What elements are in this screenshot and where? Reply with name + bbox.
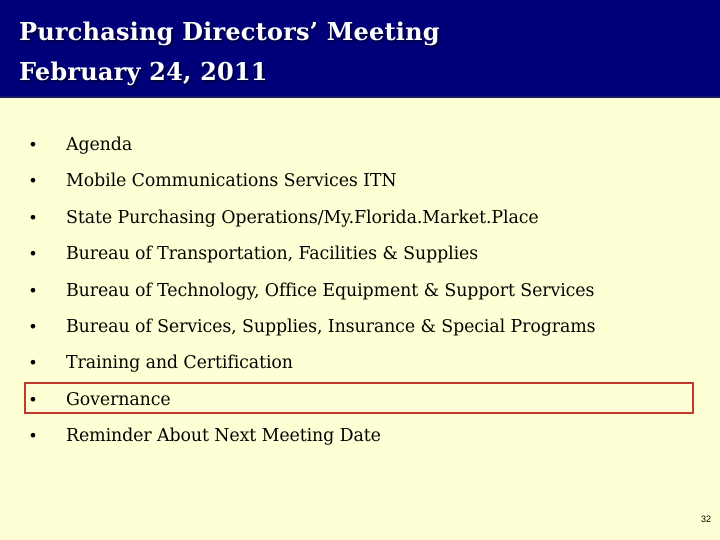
bullet-icon: • — [28, 389, 38, 409]
list-item — [0, 272, 720, 308]
list-item-text: Governance — [66, 389, 171, 410]
bullet-icon: • — [28, 316, 38, 336]
list-item-text: State Purchasing Operations/My.Florida.Market.Place — [66, 207, 539, 228]
list-item — [0, 344, 720, 380]
list-item-text: Bureau of Transportation, Facilities & Supplies — [66, 244, 479, 265]
list-item-text: Agenda — [66, 135, 133, 155]
list-item-text: Bureau of Technology, Office Equipment & Support Services — [66, 280, 595, 301]
bullet-icon: • — [28, 244, 38, 264]
page-number: 32 — [700, 514, 711, 524]
bullet-icon: • — [28, 207, 38, 227]
list-item-text: Reminder About Next Meeting Date — [66, 426, 381, 447]
bullet-icon: • — [28, 171, 38, 191]
highlight-box — [24, 382, 694, 414]
list-item-text: Mobile Communications Services ITN — [66, 171, 397, 192]
list-item — [0, 235, 720, 271]
bullet-icon: • — [28, 353, 38, 373]
title-line-1: Purchasing Directors’ Meeting — [19, 17, 440, 46]
list-item — [0, 308, 720, 344]
list-item — [0, 126, 720, 162]
list-item-text: Bureau of Services, Supplies, Insurance & Special Programs — [66, 316, 596, 337]
title-line-2: February 24, 2011 — [19, 57, 268, 86]
bullet-icon: • — [28, 280, 38, 300]
list-item-text: Training and Certification — [66, 353, 293, 374]
title-bar — [0, 0, 720, 98]
list-item — [0, 199, 720, 235]
list-item — [0, 162, 720, 198]
bullet-icon: • — [28, 426, 38, 446]
bullet-icon: • — [28, 135, 38, 154]
list-item — [0, 417, 720, 453]
